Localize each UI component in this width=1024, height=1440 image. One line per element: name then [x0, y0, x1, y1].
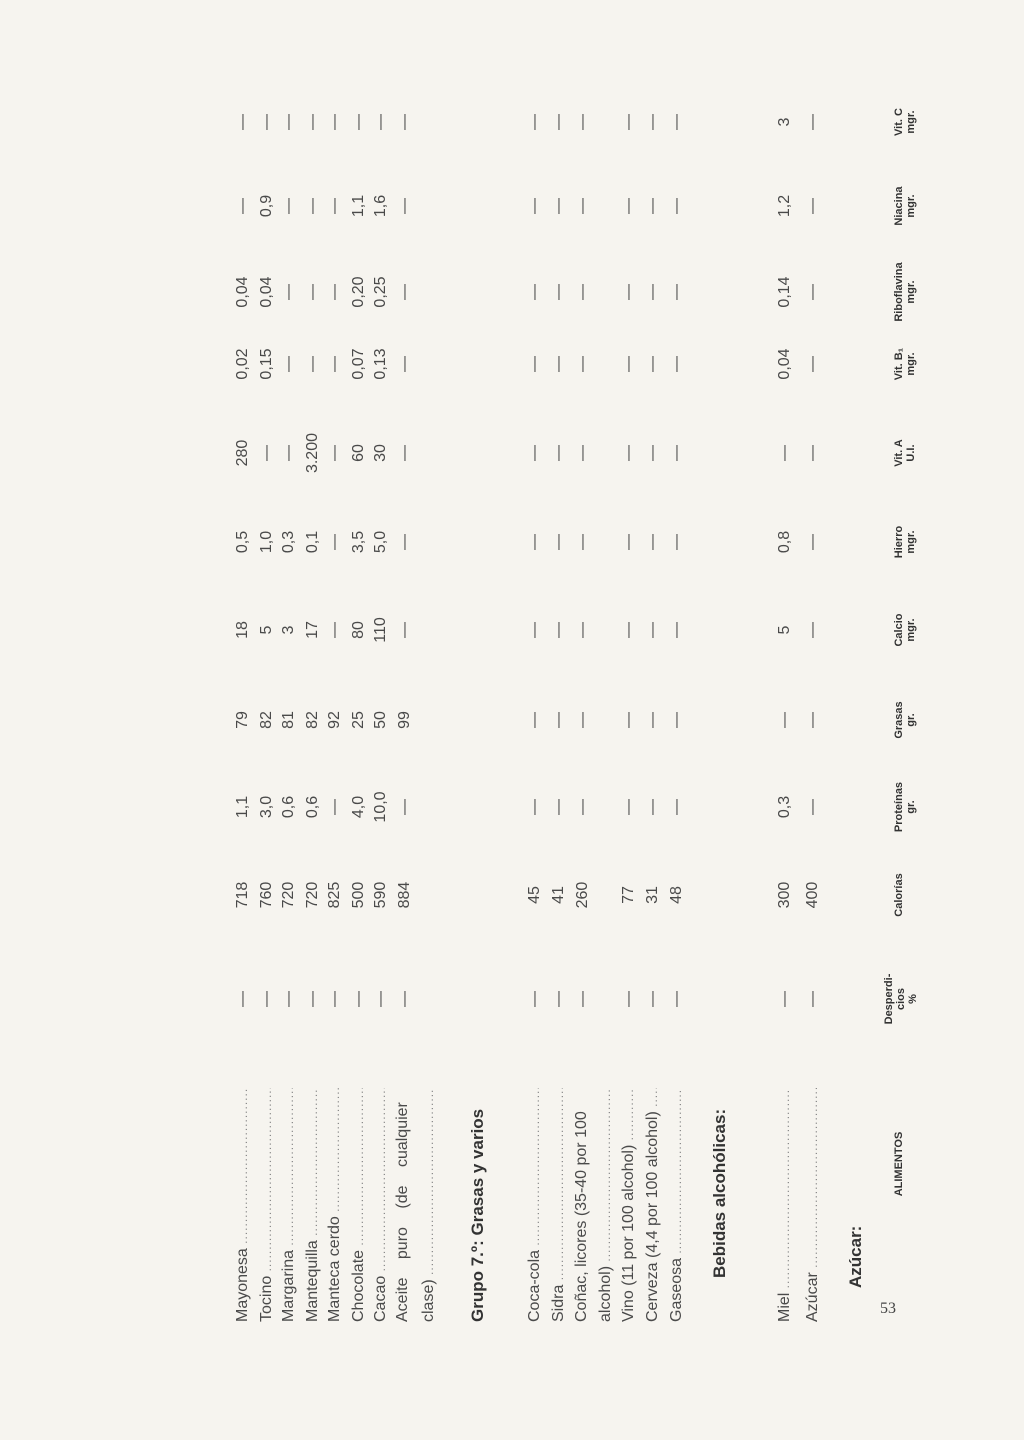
cell-proteinas: 3,0 [258, 795, 275, 819]
cell-vit-c: — [326, 114, 343, 130]
cell-vit-b1: 0,04 [776, 348, 793, 380]
cell-vit-a: — [326, 445, 343, 461]
cell-hierro: 0,8 [776, 530, 793, 554]
cell-desperdicios: — [372, 991, 389, 1007]
cell-grasas: 92 [326, 711, 343, 729]
cell-desperdicios: — [668, 991, 685, 1007]
cell-desperdicios: — [644, 991, 661, 1007]
cell-calcio: — [668, 622, 685, 638]
cell-riboflavina: 0,25 [372, 276, 389, 308]
cell-grasas: 81 [280, 711, 297, 729]
cell-riboflavina: — [304, 284, 321, 300]
cell-grasas: 82 [258, 711, 275, 729]
food-name: Mantequilla ..... [302, 1088, 324, 1322]
cell-calcio: 5 [258, 625, 275, 635]
cell-calorias: 45 [526, 886, 543, 904]
cell-vit-a: — [620, 445, 637, 461]
header-calcio: Calcio mgr. [893, 613, 917, 647]
food-name: Cerveza (4,4 por 100 alcohol) ..... [642, 1088, 664, 1322]
cell-proteinas: — [620, 799, 637, 815]
cell-vit-a: — [396, 445, 413, 461]
cell-hierro: — [668, 534, 685, 550]
cell-proteinas: 4,0 [350, 795, 367, 819]
cell-vit-c: — [668, 114, 685, 130]
cell-grasas: — [526, 712, 543, 728]
cell-calorias: 77 [620, 886, 637, 904]
cell-desperdicios: — [776, 991, 793, 1007]
cell-vit-b1: — [574, 356, 591, 372]
cell-calcio: — [574, 622, 591, 638]
cell-grasas: — [644, 712, 661, 728]
cell-vit-a: — [574, 445, 591, 461]
cell-vit-a: — [550, 445, 567, 461]
cell-vit-b1: — [644, 356, 661, 372]
cell-riboflavina: — [668, 284, 685, 300]
cell-riboflavina: — [396, 284, 413, 300]
cell-niacina: — [644, 198, 661, 214]
cell-desperdicios: — [804, 991, 821, 1007]
cell-vit-c: — [280, 114, 297, 130]
food-name: Coca-cola ..... [524, 1088, 546, 1322]
cell-vit-a: 3.200 [304, 432, 321, 474]
cell-niacina: 1,1 [350, 194, 367, 218]
cell-vit-a: 60 [350, 444, 367, 462]
cell-hierro: — [326, 534, 343, 550]
cell-vit-b1: — [668, 356, 685, 372]
food-name: Chocolate ..... [348, 1088, 370, 1322]
cell-proteinas: 0,3 [776, 795, 793, 819]
cell-calcio: 18 [234, 621, 251, 639]
cell-hierro: — [804, 534, 821, 550]
cell-grasas: 50 [372, 711, 389, 729]
cell-vit-c: — [304, 114, 321, 130]
cell-calcio: — [326, 622, 343, 638]
cell-niacina: — [326, 198, 343, 214]
cell-niacina: — [574, 198, 591, 214]
cell-desperdicios: — [234, 991, 251, 1007]
food-name: Aceite puro (de cualquier clase) ..... [390, 1088, 442, 1322]
header-proteinas: Proteínas gr. [893, 781, 917, 833]
cell-calorias: 590 [372, 881, 389, 909]
cell-vit-a: — [258, 445, 275, 461]
cell-niacina: — [804, 198, 821, 214]
cell-vit-c: — [804, 114, 821, 130]
cell-niacina: — [620, 198, 637, 214]
cell-desperdicios: — [326, 991, 343, 1007]
cell-proteinas: 0,6 [304, 795, 321, 819]
cell-calorias: 718 [234, 881, 251, 909]
cell-proteinas: 1,1 [234, 795, 251, 819]
cell-vit-c: — [644, 114, 661, 130]
cell-riboflavina: 0,04 [258, 276, 275, 308]
section-title-grupo-7: Grupo 7.º: Grasas y varios [468, 1108, 487, 1322]
cell-grasas: — [574, 712, 591, 728]
cell-vit-b1: — [396, 356, 413, 372]
cell-proteinas: — [574, 799, 591, 815]
cell-vit-a: 30 [372, 444, 389, 462]
cell-desperdicios: — [304, 991, 321, 1007]
cell-hierro: — [620, 534, 637, 550]
header-desperdicios: Desperdi- cios % [883, 973, 919, 1025]
cell-calorias: 720 [280, 881, 297, 909]
cell-riboflavina: — [644, 284, 661, 300]
cell-desperdicios: — [550, 991, 567, 1007]
cell-hierro: — [550, 534, 567, 550]
cell-vit-b1: 0,15 [258, 348, 275, 380]
food-name: Sidra ..... [548, 1088, 570, 1322]
cell-proteinas: — [550, 799, 567, 815]
cell-vit-b1: — [526, 356, 543, 372]
cell-hierro: 0,5 [234, 530, 251, 554]
food-name: Mayonesa ..... [232, 1088, 254, 1322]
cell-proteinas: — [804, 799, 821, 815]
cell-calorias: 760 [258, 881, 275, 909]
cell-grasas: 25 [350, 711, 367, 729]
header-vit-c: Vit. C mgr. [893, 108, 917, 136]
cell-vit-a: — [526, 445, 543, 461]
cell-vit-b1: 0,02 [234, 348, 251, 380]
cell-riboflavina: — [574, 284, 591, 300]
cell-vit-b1: — [550, 356, 567, 372]
cell-niacina: — [280, 198, 297, 214]
cell-vit-c: — [620, 114, 637, 130]
cell-calorias: 720 [304, 881, 321, 909]
cell-proteinas: — [644, 799, 661, 815]
cell-hierro: 0,1 [304, 530, 321, 554]
cell-calcio: — [804, 622, 821, 638]
food-name: Gaseosa ..... [666, 1088, 688, 1322]
food-name: Vino (11 por 100 alcohol) ..... [618, 1088, 640, 1322]
cell-riboflavina: 0,20 [350, 276, 367, 308]
cell-niacina: — [234, 198, 251, 214]
cell-calorias: 400 [804, 881, 821, 909]
cell-desperdicios: — [574, 991, 591, 1007]
cell-vit-b1: 0,13 [372, 348, 389, 380]
food-name: Coñac, licores (35-40 por 100 alcohol) ..... [570, 1088, 618, 1322]
cell-proteinas: 0,6 [280, 795, 297, 819]
cell-calcio: 3 [280, 625, 297, 635]
cell-desperdicios: — [350, 991, 367, 1007]
cell-vit-c: — [234, 114, 251, 130]
cell-calorias: 48 [668, 886, 685, 904]
cell-proteinas: 10,0 [372, 791, 389, 823]
cell-niacina: — [396, 198, 413, 214]
cell-proteinas: — [326, 799, 343, 815]
header-grasas: Grasas gr. [893, 701, 917, 739]
cell-vit-b1: 0,07 [350, 348, 367, 380]
cell-vit-c: 3 [776, 117, 793, 127]
food-name: Cacao ..... [370, 1088, 392, 1322]
cell-calcio: — [644, 622, 661, 638]
cell-calcio: — [526, 622, 543, 638]
cell-niacina: — [550, 198, 567, 214]
cell-vit-a: — [280, 445, 297, 461]
cell-vit-a: — [776, 445, 793, 461]
cell-calcio: — [396, 622, 413, 638]
cell-grasas: — [620, 712, 637, 728]
cell-calcio: 80 [350, 621, 367, 639]
food-name: Tocino ..... [256, 1088, 278, 1322]
cell-desperdicios: — [258, 991, 275, 1007]
cell-riboflavina: — [550, 284, 567, 300]
cell-calcio: 17 [304, 621, 321, 639]
cell-desperdicios: — [280, 991, 297, 1007]
cell-hierro: 5,0 [372, 530, 389, 554]
cell-riboflavina: — [326, 284, 343, 300]
cell-vit-c: — [372, 114, 389, 130]
food-name: Azúcar ..... [802, 1088, 824, 1322]
cell-riboflavina: — [526, 284, 543, 300]
cell-vit-c: — [526, 114, 543, 130]
cell-calorias: 31 [644, 886, 661, 904]
cell-grasas: — [804, 712, 821, 728]
cell-niacina: 1,2 [776, 194, 793, 218]
cell-riboflavina: — [804, 284, 821, 300]
cell-vit-b1: — [326, 356, 343, 372]
header-calorias: Calorías [893, 873, 905, 917]
cell-hierro: 1,0 [258, 530, 275, 554]
cell-niacina: 0,9 [258, 194, 275, 218]
cell-vit-b1: — [304, 356, 321, 372]
section-title-azucar: Azúcar: [846, 1225, 865, 1288]
cell-vit-a: 280 [234, 439, 251, 467]
cell-niacina: 1,6 [372, 194, 389, 218]
cell-calcio: — [620, 622, 637, 638]
cell-calorias: 884 [396, 881, 413, 909]
cell-vit-b1: — [280, 356, 297, 372]
page-number: 53 [880, 1300, 896, 1317]
food-name: Manteca cerdo ..... [324, 1088, 346, 1322]
header-niacina: Niacina mgr. [893, 186, 917, 226]
cell-hierro: 0,3 [280, 530, 297, 554]
cell-hierro: — [526, 534, 543, 550]
header-alimentos: ALIMENTOS [893, 1131, 905, 1197]
cell-desperdicios: — [396, 991, 413, 1007]
cell-hierro: — [644, 534, 661, 550]
cell-riboflavina: 0,14 [776, 276, 793, 308]
cell-vit-c: — [258, 114, 275, 130]
cell-calorias: 300 [776, 881, 793, 909]
cell-calorias: 825 [326, 881, 343, 909]
cell-calorias: 260 [574, 881, 591, 909]
cell-vit-a: — [804, 445, 821, 461]
header-vit-a: Vit. A U.I. [893, 439, 917, 467]
cell-grasas: 79 [234, 711, 251, 729]
cell-vit-c: — [574, 114, 591, 130]
cell-grasas: — [668, 712, 685, 728]
cell-calorias: 500 [350, 881, 367, 909]
cell-hierro: 3,5 [350, 530, 367, 554]
cell-hierro: — [396, 534, 413, 550]
cell-vit-a: — [668, 445, 685, 461]
cell-grasas: 82 [304, 711, 321, 729]
section-title-bebidas: Bebidas alcohólicas: [710, 1108, 729, 1278]
cell-riboflavina: 0,04 [234, 276, 251, 308]
cell-proteinas: — [668, 799, 685, 815]
cell-desperdicios: — [526, 991, 543, 1007]
cell-calorias: 41 [550, 886, 567, 904]
cell-vit-c: — [550, 114, 567, 130]
cell-grasas: 99 [396, 711, 413, 729]
cell-grasas: — [550, 712, 567, 728]
header-vit-b1: Vit. B₁ mgr. [893, 347, 917, 381]
cell-vit-b1: — [804, 356, 821, 372]
cell-calcio: 5 [776, 625, 793, 635]
cell-vit-c: — [396, 114, 413, 130]
cell-hierro: — [574, 534, 591, 550]
cell-calcio: — [550, 622, 567, 638]
cell-desperdicios: — [620, 991, 637, 1007]
cell-niacina: — [304, 198, 321, 214]
header-hierro: Hierro mgr. [893, 525, 917, 559]
cell-niacina: — [526, 198, 543, 214]
cell-proteinas: — [396, 799, 413, 815]
food-name: Margarina ..... [278, 1088, 300, 1322]
cell-vit-b1: — [620, 356, 637, 372]
food-name: Miel ..... [774, 1088, 796, 1322]
cell-vit-c: — [350, 114, 367, 130]
cell-riboflavina: — [620, 284, 637, 300]
cell-grasas: — [776, 712, 793, 728]
cell-niacina: — [668, 198, 685, 214]
cell-calcio: 110 [372, 617, 389, 643]
cell-riboflavina: — [280, 284, 297, 300]
cell-vit-a: — [644, 445, 661, 461]
cell-proteinas: — [526, 799, 543, 815]
header-riboflavina: Riboflavina mgr. [893, 262, 917, 322]
